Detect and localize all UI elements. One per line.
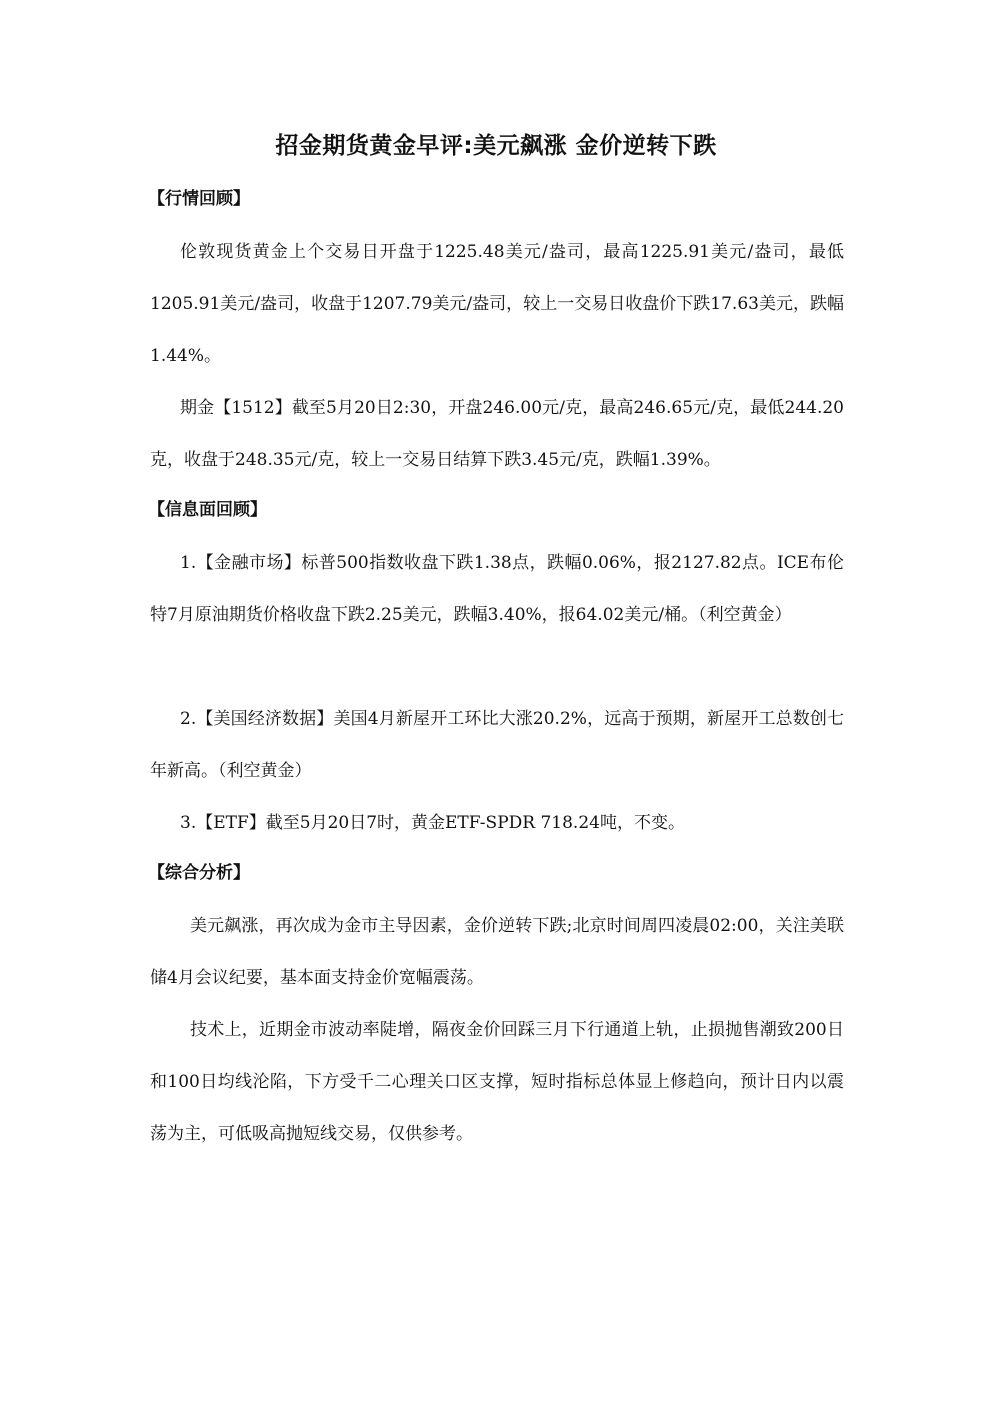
analysis-fundamental-paragraph: 美元飙涨，再次成为金市主导因素，金价逆转下跌;北京时间周四凌晨02:00，关注美联储4月会议纪要，基本面支持金价宽幅震荡。 [150, 916, 844, 988]
analysis-technical-paragraph: 技术上，近期金市波动率陡增，隔夜金价回踩三月下行通道上轨，止损抛售潮致200日和100日均线沦陷，下方受千二心理关口区支撑，短时指标总体显上修趋向，预计日内以震荡为主，可低吸高抛短线交易，仅供参考。 [150, 1020, 844, 1144]
news-financial-markets-paragraph: 1.【金融市场】标普500指数收盘下跌1.38点，跌幅0.06%，报2127.82点。ICE布伦特7月原油期货价格收盘下跌2.25美元，跌幅3.40%，报64.02美元/桶。（利空黄金） [150, 553, 844, 625]
market-review-spot-gold-paragraph: 伦敦现货黄金上个交易日开盘于1225.48美元/盎司，最高1225.91美元/盎司，最低1205.91美元/盎司，收盘于1207.79美元/盎司，较上一交易日收盘价下跌17.63美元，跌幅1.44%。 [150, 242, 844, 366]
news-us-economic-data-paragraph: 2.【美国经济数据】美国4月新屋开工环比大涨20.2%，远高于预期，新屋开工总数创七年新高。（利空黄金） [150, 709, 844, 781]
section-heading-news-review: 【信息面回顾】 [148, 500, 267, 520]
section-heading-analysis: 【综合分析】 [148, 863, 250, 883]
news-etf-paragraph: 3.【ETF】截至5月20日7时，黄金ETF-SPDR 718.24吨，不变。 [180, 813, 685, 833]
document-title: 招金期货黄金早评:美元飙涨 金价逆转下跌 [275, 133, 717, 159]
market-review-futures-paragraph: 期金【1512】截至5月20日2:30，开盘246.00元/克，最高246.65元/克，最低244.20克，收盘于248.35元/克，较上一交易日结算下跌3.45元/克，跌幅1.39%。 [150, 398, 844, 470]
section-heading-market-review: 【行情回顾】 [148, 189, 250, 209]
